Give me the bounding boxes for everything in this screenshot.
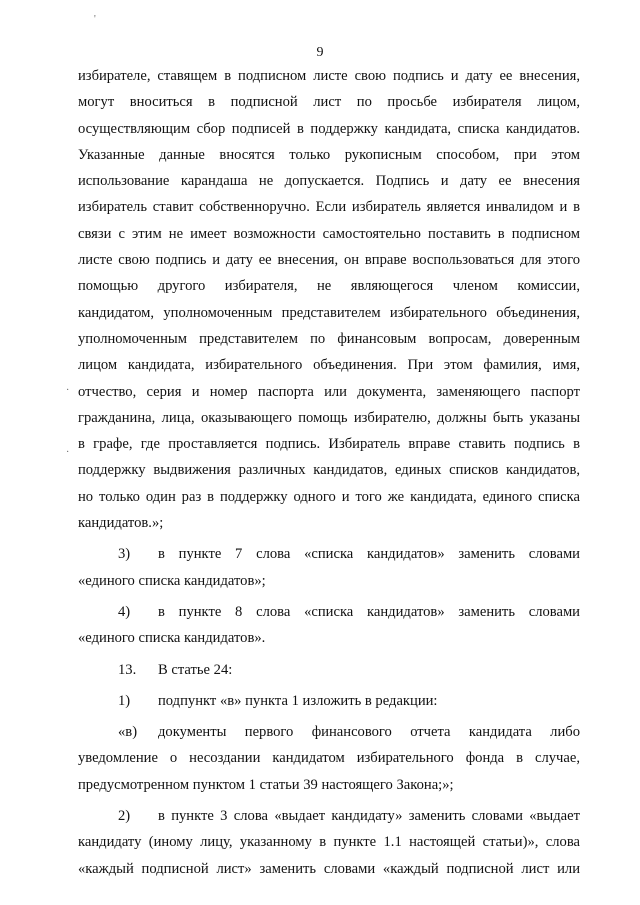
- item-continuation: предусмотренном пунктом 1 статьи 39 настоящего Закона;»;: [78, 776, 454, 793]
- scan-mark: ·: [66, 447, 70, 458]
- item-continuation: «каждый подписной лист» заменить словами «каждый подписной лист или: [78, 860, 580, 877]
- scan-mark: ': [94, 14, 96, 25]
- item-continuation: «единого списка кандидатов».: [78, 630, 266, 647]
- item-text: в пункте 3 слова «выдает кандидату» заменить словами «выдает: [158, 808, 580, 825]
- text-line: избирателе, ставящем в подписном листе свою подпись и дату ее внесения,: [78, 68, 580, 84]
- page-number: 9: [316, 45, 324, 60]
- section-number: 13.: [118, 661, 137, 678]
- text-line: осуществляющим сбор подписей в поддержку кандидата, списка кандидатов.: [78, 120, 580, 137]
- item-continuation: «единого списка кандидатов»;: [78, 572, 266, 589]
- text-line: использование карандаша не допускается. Подпись и дату ее внесения: [78, 173, 580, 190]
- text-line: могут вноситься в подписной лист по просьбе избирателя лицом,: [78, 94, 580, 111]
- item-continuation: уведомление о несоздании кандидатом избирательного фонда в случае,: [78, 750, 580, 767]
- item-text: подпункт «в» пункта 1 изложить в редакции:: [158, 692, 438, 709]
- item-text: документы первого финансового отчета кандидата либо: [158, 724, 580, 741]
- text-line: избиратель ставит собственноручно. Если избиратель является инвалидом и в: [78, 199, 580, 216]
- list-item-3: [78, 541, 580, 594]
- text-line: поддержку выдвижения различных кандидатов, единых списков кандидатов,: [78, 462, 580, 479]
- item-number: 2): [118, 808, 131, 825]
- item-number: 4): [118, 603, 131, 620]
- scan-mark: ·: [66, 385, 70, 396]
- item-number: 1): [118, 692, 131, 709]
- text-line: Указанные данные вносятся только рукописным способом, при этом: [78, 146, 580, 163]
- item-number: 3): [118, 546, 131, 563]
- item-text: в пункте 7 слова «списка кандидатов» заменить словами: [158, 546, 580, 563]
- list-item-13-1: [78, 688, 580, 714]
- text-line: лицом кандидата, избирательного объединения. При этом фамилия, имя,: [78, 357, 580, 374]
- list-item-4: [78, 599, 580, 652]
- text-line: в графе, где проставляется подпись. Избиратель вправе ставить подпись в: [78, 436, 580, 453]
- text-line: листе свою подпись и дату ее внесения, он вправе воспользоваться для этого: [78, 252, 580, 269]
- text-line: отчество, серия и номер паспорта или документа, заменяющего паспорт: [78, 383, 580, 400]
- text-line: кандидатом, уполномоченным представителем избирательного объединения,: [78, 304, 580, 321]
- document-body: [78, 63, 580, 882]
- subitem-v: [78, 719, 580, 798]
- text-line: уполномоченным представителем по финансовым вопросам, доверенным: [78, 330, 580, 347]
- text-line: помощью другого избирателя, не являющегося членом комиссии,: [78, 278, 580, 295]
- text-line: связи с этим не имеет возможности самостоятельно поставить в подписном: [78, 225, 580, 242]
- item-text: в пункте 8 слова «списка кандидатов» заменить словами: [158, 603, 580, 620]
- text-line: кандидатов.»;: [78, 515, 164, 532]
- paragraph-continuation: [78, 63, 580, 536]
- text-line: гражданина, лица, оказывающего помощь избирателю, должны быть указаны: [78, 409, 580, 426]
- section-text: В статье 24:: [158, 661, 233, 678]
- list-item-13-2: [78, 803, 580, 882]
- text-line: но только один раз в поддержку одного и того же кандидата, единого списка: [78, 488, 580, 505]
- section-13: [78, 657, 580, 683]
- item-continuation: кандидату (иному лицу, указанному в пункте 1.1 настоящей статьи)», слова: [78, 834, 580, 851]
- item-number: «в): [118, 724, 138, 741]
